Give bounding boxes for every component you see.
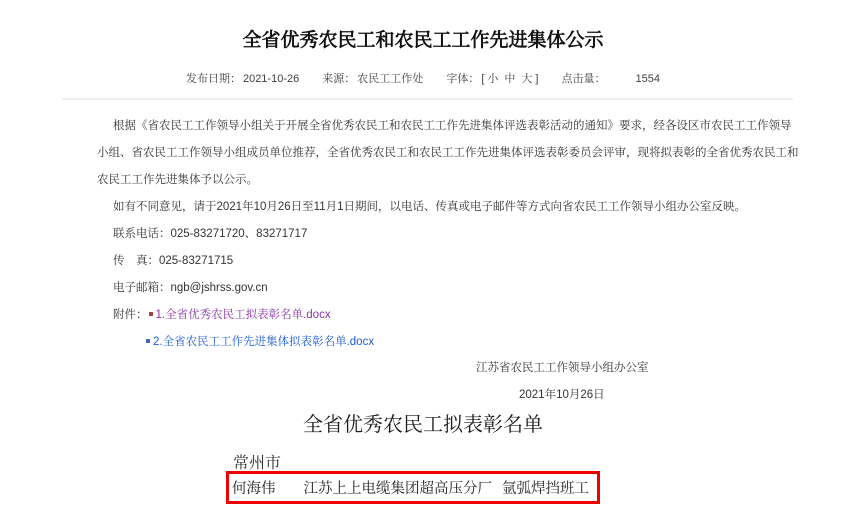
attachment-bullet-icon [146,339,150,343]
publish-date-label: 发布日期： [185,73,241,85]
font-size-large-button[interactable]: 大 [521,73,533,85]
highlighted-entry-box [226,471,600,504]
source-label: 来源： [322,73,356,85]
email-line: 电子邮箱：ngb@jshrss.gov.cn [113,282,268,294]
entry-job-title: 氩弧焊挡班工 [502,481,589,497]
paragraph-1-line-3: 农民工工作先进集体予以公示。 [97,174,258,186]
attachments-label: 附件： [113,309,148,321]
attachment-link-1[interactable]: 1.全省优秀农民工拟表彰名单.docx [155,309,331,321]
font-size-small-button[interactable]: 小 [487,73,499,85]
article-body [97,113,799,356]
hits-value: 1554 [635,73,661,85]
font-size-medium-button[interactable]: 中 [504,73,516,85]
city-name: 常州市 [233,455,282,472]
source-value: 农民工工作处 [357,73,424,85]
paragraph-1-line-1: 根据《省农民工工作领导小组关于开展全省优秀农民工和农民工工作先进集体评选表彰活动的通知》要求，经各设区市农民工工作领导 [113,120,792,132]
hits-item [562,70,660,86]
header-divider [62,98,793,100]
publish-date-value: 2021-10-26 [242,73,300,85]
paragraph-2: 如有不同意见，请于2021年10月26日至11月1日期间，以电话、传真或电子邮件等方式向省农民工工作领导小组办公室反映。 [113,201,746,213]
hits-label: 点击量： [561,73,606,85]
publish-date-item [186,70,299,86]
source-item [322,70,423,86]
attachments-row-2 [97,329,796,356]
font-bracket-close: ] [535,73,539,85]
page-title: 全省优秀农民工和农民工工作先进集体公示 [242,30,604,51]
signature-date: 2021年10月26日 [519,389,605,401]
list-heading: 全省优秀农民工拟表彰名单 [303,414,543,436]
font-size-label: 字体： [446,73,480,85]
attachment-link-2[interactable]: 2.全省农民工工作先进集体拟表彰名单.docx [153,336,375,348]
entry-employer: 江苏上上电缆集团超高压分厂 [303,481,492,497]
paragraph-1-line-2: 小组、省农民工工作领导小组成员单位推荐，全省优秀农民工和农民工工作先进集体评选表彰委员会评审，现将拟表彰的全省优秀农民工和 [97,147,799,159]
attachment-bullet-icon [149,312,153,316]
entry-person-name: 何海伟 [232,481,276,497]
attachments-row-1 [97,302,796,329]
fax-line: 传 真：025-83271715 [113,255,234,267]
meta-bar [0,70,846,86]
contact-phone-line: 联系电话：025-83271720、83271717 [113,228,308,240]
font-size-control [446,70,538,86]
signature-organization: 江苏省农民工工作领导小组办公室 [476,362,649,374]
font-bracket-open: [ [481,73,485,85]
